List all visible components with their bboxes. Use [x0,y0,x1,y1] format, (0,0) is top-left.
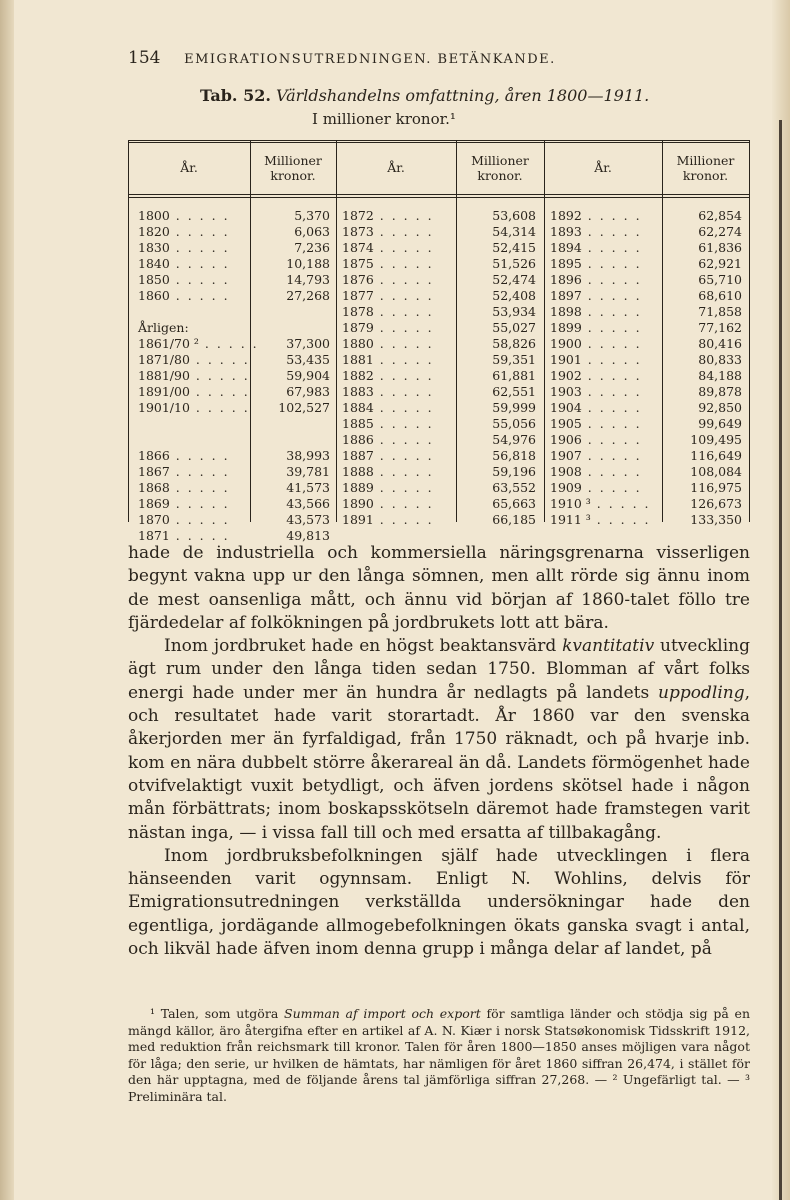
table-value-cell: 59,196 [492,464,536,479]
table-year-cell: 1903 . . . . . [550,384,642,399]
table-value-cell: 53,435 [286,352,330,367]
table-year-cell: 1861/70 ² . . . . . [138,336,259,351]
table-year-cell: 1881 . . . . . [342,352,434,367]
table-title [200,86,720,105]
table-year-cell: 1876 . . . . . [342,272,434,287]
table-value-cell: 67,983 [286,384,330,399]
table-year-cell: Årligen: [138,320,189,335]
table-year-cell [138,304,248,320]
table-year-cell: 1874 . . . . . [342,240,434,255]
table-subtitle: I millioner kronor.¹ [312,110,456,128]
table-year-cell: 1868 . . . . . [138,480,230,495]
table-year-cell: 1909 . . . . . [550,480,642,495]
table-value-cell: 56,818 [492,448,536,463]
table-value-cell: 68,610 [698,288,742,303]
table-year-cell [138,416,248,432]
table-value-cell: 108,084 [690,464,742,479]
table-value-cell: 52,474 [492,272,536,287]
table-value-cell: 66,185 [492,512,536,527]
table-value-cell: 89,878 [698,384,742,399]
table-year-cell: 1882 . . . . . [342,368,434,383]
table-year-cell: 1830 . . . . . [138,240,230,255]
paragraph-3: Inom jordbruksbefolkningen själf hade utvecklingen i flera hänseenden varit ogynnsam. Enligt N. Wohlins, delvis för Emigrationsutredningen verkställda undersökningar hade den egentliga, jordägande allmogebefolkningen ökats ganska svagt i antal, och likväl hade äfven inom denna grupp i många delar af landet, på [128,845,750,960]
table-value-cell: 62,551 [492,384,536,399]
table-value-cell: 53,608 [492,208,536,223]
header-year-3: År. [594,160,612,175]
header-year-2: År. [387,160,405,175]
table-year-cell: 1875 . . . . . [342,256,434,271]
table-year-cell: 1911 ³ . . . . . [550,512,651,527]
table-value-cell: 62,921 [698,256,742,271]
table-value-cell: 38,993 [286,448,330,463]
table-year-cell: 1867 . . . . . [138,464,230,479]
table-year-cell: 1906 . . . . . [550,432,642,447]
table-value-cell: 62,854 [698,208,742,223]
table-value-cell: 10,188 [286,256,330,271]
table-year-cell: 1820 . . . . . [138,224,230,239]
table-value-cell [254,304,330,320]
table-year-cell: 1887 . . . . . [342,448,434,463]
table-year-cell: 1894 . . . . . [550,240,642,255]
table-value-cell: 133,350 [690,512,742,527]
table-value-cell: 43,566 [286,496,330,511]
paragraph-2: Inom jordbruket hade en högst beaktansvärd kvantitativ utveckling ägt rum under den långa tiden sedan 1750. Blomman af vårt folks energi hade under mer än hundra år nedlagts på landets uppodling, och resultatet hade varit storartadt. År 1860 var den svenska åkerjorden mer än fyrfaldigad, från 1750 räknadt, och på hvarje inb. kom en nära dubbelt större åkerareal än då. Landets förmögenhet hade otvifvelaktigt vuxit betydligt, och äfven jordens skötsel hade i någon mån förbättrats; inom boskapsskötseln däremot hade framstegen varit nästan inga, — i vissa fall till och med ersatta af tillbakagång. [128,636,750,843]
table-year-cell: 1897 . . . . . [550,288,642,303]
table-value-cell: 116,975 [690,480,742,495]
table-value-cell: 27,268 [286,288,330,303]
table-value-cell [254,416,330,432]
table-value-cell: 39,781 [286,464,330,479]
table-year-cell: 1877 . . . . . [342,288,434,303]
table-year-cell: 1904 . . . . . [550,400,642,415]
table-value-cell [254,432,330,448]
table-year-cell: 1908 . . . . . [550,464,642,479]
table-year-cell: 1881/90 . . . . . [138,368,250,383]
table-value-cell: 41,573 [286,480,330,495]
table-year-cell: 1910 ³ . . . . . [550,496,651,511]
table-year-cell: 1866 . . . . . [138,448,230,463]
body-text [128,542,750,961]
table-year-cell: 1886 . . . . . [342,432,434,447]
table-year-cell: 1891/00 . . . . . [138,384,250,399]
table-value-cell: 55,056 [492,416,536,431]
table-year-cell: 1840 . . . . . [138,256,230,271]
column-values-1 [254,208,330,544]
table-year-cell: 1879 . . . . . [342,320,434,335]
table-year-cell: 1884 . . . . . [342,400,434,415]
table-year-cell: 1900 . . . . . [550,336,642,351]
table-value-cell: 54,976 [492,432,536,447]
table-value-cell: 116,649 [690,448,742,463]
table-year-cell: 1895 . . . . . [550,256,642,271]
table-year-cell: 1907 . . . . . [550,448,642,463]
table-value-cell: 59,999 [492,400,536,415]
table-value-cell: 14,793 [286,272,330,287]
table-value-cell: 6,063 [294,224,330,239]
table-value-cell: 55,027 [492,320,536,335]
table-value-cell: 102,527 [278,400,330,415]
table-year-cell: 1901/10 . . . . . [138,400,250,415]
table-value-cell: 62,274 [698,224,742,239]
table-value-cell: 63,552 [492,480,536,495]
table-value-cell: 99,649 [698,416,742,431]
table-value-cell: 52,408 [492,288,536,303]
running-header [128,48,648,68]
table-value-cell: 92,850 [698,400,742,415]
table-year-cell: 1892 . . . . . [550,208,642,223]
table-year-cell: 1873 . . . . . [342,224,434,239]
table-value-cell: 7,236 [294,240,330,255]
table-value-cell: 71,858 [698,304,742,319]
table-year-cell: 1885 . . . . . [342,416,434,431]
page-edge-rule [779,120,782,1200]
table-value-cell: 5,370 [294,208,330,223]
table-value-cell: 59,904 [286,368,330,383]
table-year-cell [138,432,248,448]
table-value-cell: 65,663 [492,496,536,511]
binding-gutter [0,0,14,1200]
table-year-cell: 1871 . . . . . [138,528,230,543]
header-value-1: Millioner kronor. [264,153,322,183]
table-value-cell: 109,495 [690,432,742,447]
table-year-cell: 1902 . . . . . [550,368,642,383]
table-year-cell: 1878 . . . . . [342,304,434,319]
table-value-cell: 84,188 [698,368,742,383]
table-year-cell: 1872 . . . . . [342,208,434,223]
table-year-cell: 1899 . . . . . [550,320,642,335]
table-value-cell: 61,881 [492,368,536,383]
column-years-1 [138,208,259,544]
page-number: 154 [128,48,161,68]
table-year-cell: 1893 . . . . . [550,224,642,239]
table-value-cell: 37,300 [286,336,330,351]
table-year-cell: 1869 . . . . . [138,496,230,511]
table-value-cell: 126,673 [690,496,742,511]
table-value-cell: 61,836 [698,240,742,255]
running-head-text: EMIGRATIONSUTREDNINGEN. BETÄNKANDE. [184,52,556,67]
table-label: Tab. 52. [200,86,271,105]
header-year-1: År. [180,160,198,175]
table-year-cell: 1800 . . . . . [138,208,230,223]
table-year-cell: 1880 . . . . . [342,336,434,351]
table-value-cell [254,320,330,336]
table-value-cell: 52,415 [492,240,536,255]
table-year-cell: 1871/80 . . . . . [138,352,250,367]
table-value-cell: 80,833 [698,352,742,367]
table-title-text: Världshandelns omfattning, åren 1800—1911. [276,86,650,105]
table-year-cell: 1890 . . . . . [342,496,434,511]
table-value-cell: 80,416 [698,336,742,351]
table-value-cell: 59,351 [492,352,536,367]
table-value-cell: 51,526 [492,256,536,271]
table-year-cell: 1889 . . . . . [342,480,434,495]
table-value-cell: 49,813 [286,528,330,543]
column-years-3 [550,208,660,528]
footnote-1: ¹ Talen, som utgöra Summan af import och export för samtliga länder och stödja sig på en mängd källor, äro återgifna efter en artikel af A. N. Kiær i norsk Statsøkonomisk Tidsskrift 1912, med reduktion från reichsmark till kronor. Talen för åren 1800—1850 anses möjligen vara något för låga; den serie, ur hvilken de hämtats, har nämligen för året 1860 siffran 26,474, i stället för den här upptagna, med de följande årens tal jämförliga siffran 27,268. — ² Ungefärligt tal. — ³ Preliminära tal. [128,1006,750,1104]
table-year-cell: 1883 . . . . . [342,384,434,399]
table-year-cell: 1870 . . . . . [138,512,230,527]
table-value-cell: 54,314 [492,224,536,239]
table-year-cell: 1905 . . . . . [550,416,642,431]
table-value-cell: 77,162 [698,320,742,335]
table-year-cell: 1888 . . . . . [342,464,434,479]
table-value-cell: 53,934 [492,304,536,319]
data-table [128,140,750,543]
table-year-cell: 1901 . . . . . [550,352,642,367]
table-year-cell: 1860 . . . . . [138,288,230,303]
footnotes [128,1006,750,1105]
column-years-2 [342,208,454,528]
header-value-3: Millioner kronor. [676,153,735,183]
column-values-3 [666,208,742,528]
table-year-cell: 1896 . . . . . [550,272,642,287]
paragraph-1: hade de industriella och kommersiella näringsgrenarna visserligen begynt vakna upp ur den långa sömnen, men allt rörde sig ännu inom de mest oansenliga mått, och ännu vid början af 1860-talet föllo tre fjärdedelar af folkökningen på jordbrukets lott att bära. [128,543,750,633]
table-year-cell: 1891 . . . . . [342,512,434,527]
table-value-cell: 58,826 [492,336,536,351]
table-year-cell: 1850 . . . . . [138,272,230,287]
table-value-cell: 43,573 [286,512,330,527]
table-year-cell: 1898 . . . . . [550,304,642,319]
column-values-2 [460,208,536,528]
header-value-2: Millioner kronor. [471,153,529,183]
table-value-cell: 65,710 [698,272,742,287]
